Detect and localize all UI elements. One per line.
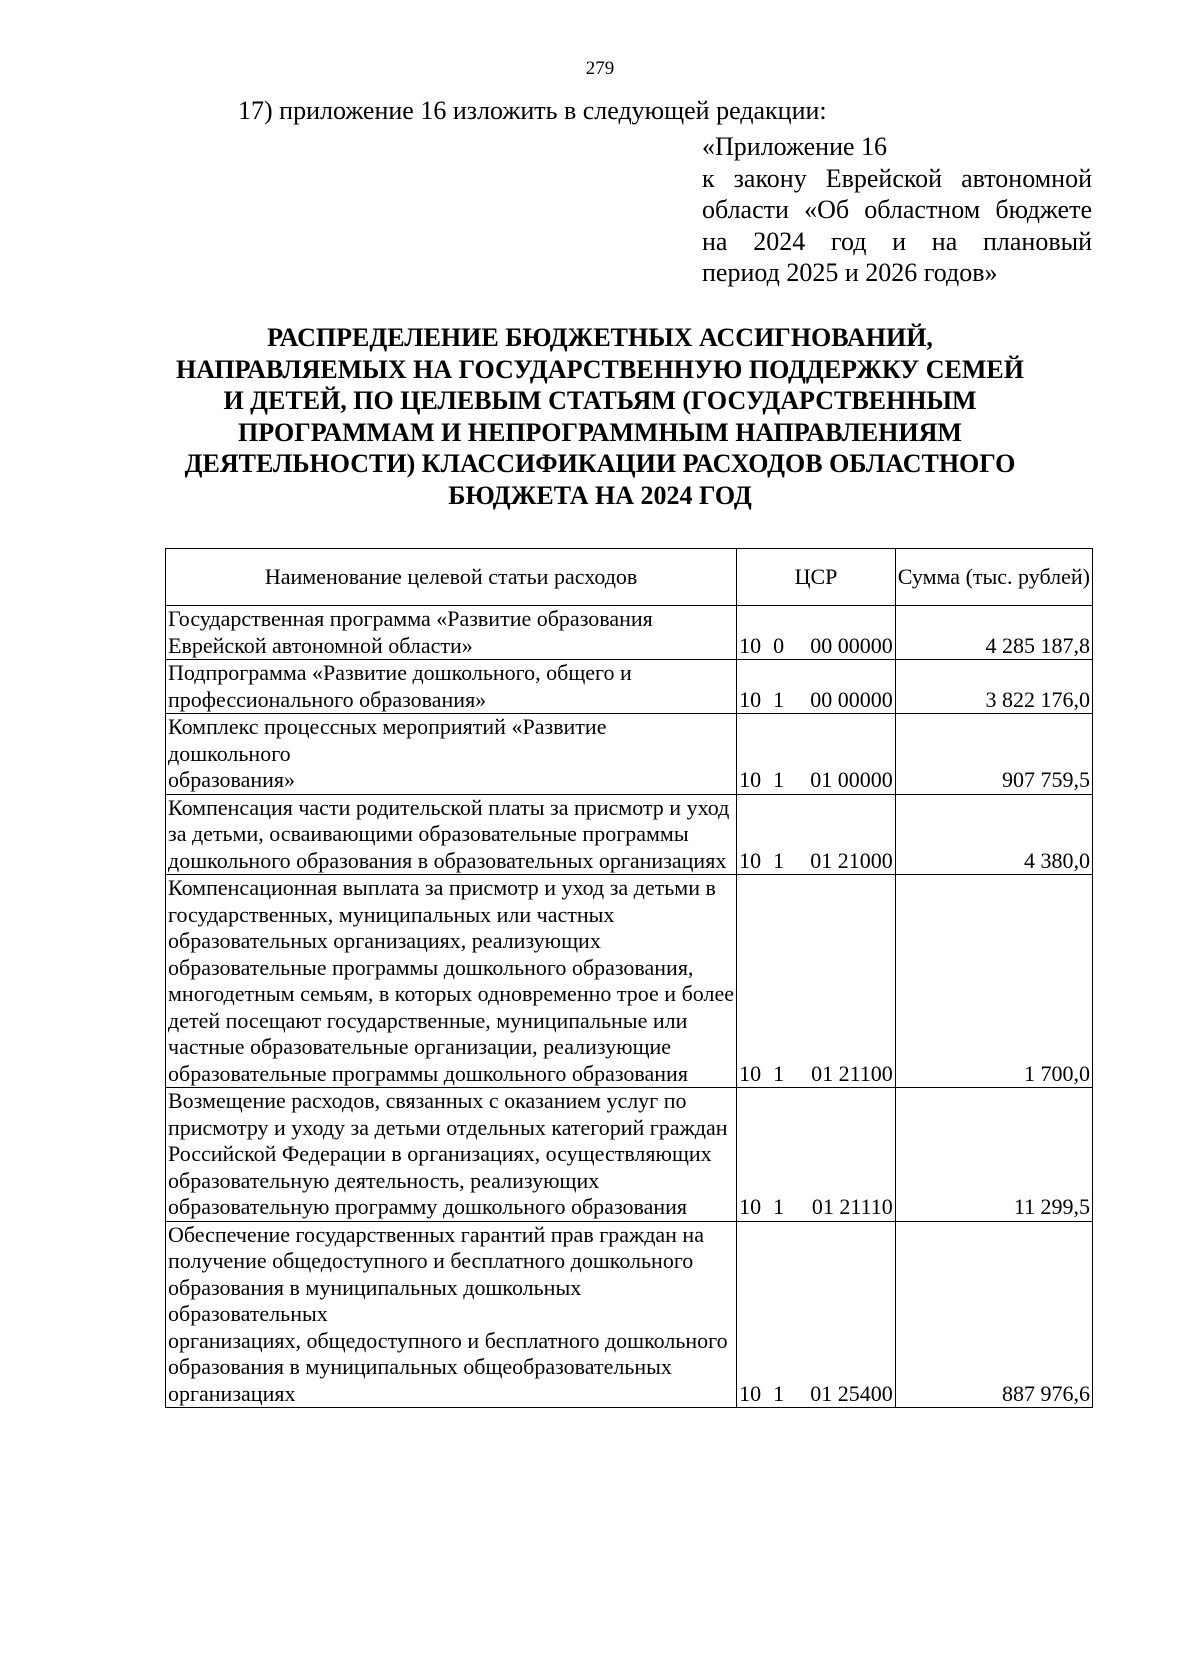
- document-title: [150, 322, 1050, 511]
- row-name-cell: [166, 1088, 737, 1222]
- row-sum-cell: 3 822 176,0: [895, 660, 1092, 714]
- csr-subprogram: 0: [773, 632, 785, 658]
- row-name-line: образовательные программы дошкольного образования: [168, 1060, 688, 1086]
- header-name: Наименование целевой статьи расходов: [166, 549, 737, 606]
- csr-subprogram: 1: [773, 1060, 785, 1086]
- table-row: [166, 660, 1093, 714]
- title-line: НАПРАВЛЯЕМЫХ НА ГОСУДАРСТВЕННУЮ ПОДДЕРЖКУ СЕМЕЙ: [176, 354, 1024, 384]
- csr-code: [739, 687, 893, 714]
- row-name-line: образовательную деятельность, реализующих: [168, 1167, 600, 1193]
- row-csr-cell: [737, 606, 896, 660]
- header-sum: Сумма (тыс. рублей): [895, 549, 1092, 606]
- row-name-line: детей посещают государственные, муниципальные или: [168, 1007, 688, 1033]
- csr-subprogram: 1: [773, 1380, 785, 1406]
- row-csr-cell: [737, 794, 896, 875]
- row-name-line: Подпрограмма «Развитие дошкольного, общего и: [168, 660, 632, 685]
- row-name-line: Возмещение расходов, связанных с оказанием услуг по: [168, 1088, 687, 1113]
- row-csr-cell: [737, 1221, 896, 1408]
- csr-item: 01 21110: [811, 1194, 893, 1219]
- csr-program: 10: [739, 767, 762, 792]
- csr-item: 01 21000: [810, 847, 893, 873]
- row-name-line: профессионального образования»: [168, 686, 487, 712]
- row-name-cell: [166, 606, 737, 660]
- budget-table: [165, 548, 1093, 1408]
- title-line: И ДЕТЕЙ, ПО ЦЕЛЕВЫМ СТАТЬЯМ (ГОСУДАРСТВЕННЫМ: [223, 386, 977, 415]
- row-name-line: присмотру и уходу за детьми отдельных категорий граждан: [168, 1114, 728, 1140]
- table-row: [166, 875, 1093, 1088]
- row-name-cell: [166, 794, 737, 875]
- table-row: [166, 714, 1093, 795]
- row-name-line: Российской Федерации в организациях, осуществляющих: [168, 1141, 712, 1166]
- csr-program: 10: [739, 632, 762, 658]
- row-csr-cell: [737, 714, 896, 795]
- csr-subprogram: 1: [773, 767, 785, 792]
- csr-code: [739, 633, 893, 660]
- csr-program: 10: [739, 1194, 762, 1219]
- csr-program: 10: [739, 847, 762, 873]
- row-name-line: организациях, общедоступного и бесплатного дошкольного: [168, 1327, 728, 1353]
- row-sum-cell: 907 759,5: [895, 714, 1092, 795]
- row-name-line: получение общедоступного и бесплатного дошкольного: [168, 1248, 694, 1273]
- row-name-line: образования в муниципальных дошкольных образовательных: [168, 1274, 582, 1326]
- row-name-line: за детьми, осваивающими образовательные программы: [168, 821, 689, 846]
- row-name-line: Компенсация части родительской платы за присмотр и уход: [168, 794, 730, 820]
- appendix-line: к закону Еврейской автономной: [702, 163, 1092, 193]
- row-name-line: образовательную программу дошкольного образования: [168, 1194, 688, 1219]
- csr-program: 10: [739, 1060, 762, 1086]
- page-number: 279: [585, 58, 615, 79]
- table-row: [166, 1221, 1093, 1408]
- table-body: [166, 606, 1093, 1408]
- row-csr-cell: [737, 660, 896, 714]
- row-name-line: государственных, муниципальных или частных: [168, 901, 615, 927]
- csr-code: [739, 1194, 893, 1221]
- row-name-line: Комплекс процессных мероприятий «Развитие дошкольного: [168, 714, 607, 766]
- row-name-line: образовательные программы дошкольного образования,: [168, 954, 694, 980]
- title-line: БЮДЖЕТА НА 2024 ГОД: [448, 480, 752, 510]
- csr-subprogram: 1: [773, 847, 785, 873]
- row-name-line: Еврейской автономной области»: [168, 632, 473, 658]
- table-header-row: [166, 549, 1093, 606]
- appendix-line: период 2025 и 2026 годов»: [702, 258, 998, 287]
- row-name-line: Компенсационная выплата за присмотр и уход за детьми в: [168, 875, 716, 900]
- row-name-line: организациях: [168, 1380, 296, 1406]
- title-line: ДЕЯТЕЛЬНОСТИ) КЛАССИФИКАЦИИ РАСХОДОВ ОБЛАСТНОГО: [184, 449, 1016, 478]
- row-sum-cell: 1 700,0: [895, 875, 1092, 1088]
- row-name-line: многодетным семьям, в которых одновременно трое и более: [168, 981, 734, 1006]
- csr-item: 00 00000: [810, 632, 893, 658]
- row-name-line: Государственная программа «Развитие образования: [168, 606, 653, 631]
- row-name-line: дошкольного образования в образовательных организациях: [168, 847, 727, 873]
- row-name-cell: [166, 660, 737, 714]
- instruction-text: 17) приложение 16 изложить в следующей редакции:: [238, 96, 827, 125]
- row-name-line: образовательных организациях, реализующих: [168, 928, 601, 953]
- row-name-line: Обеспечение государственных гарантий прав граждан на: [168, 1221, 704, 1247]
- csr-program: 10: [739, 686, 762, 712]
- title-line: ПРОГРАММАМ И НЕПРОГРАММНЫМ НАПРАВЛЕНИЯМ: [238, 417, 962, 447]
- csr-item: 01 21100: [811, 1060, 893, 1086]
- appendix-line: на 2024 год и на плановый: [702, 226, 1092, 256]
- appendix-line: области «Об областном бюджете: [702, 195, 1092, 224]
- csr-code: [739, 1381, 893, 1408]
- csr-program: 10: [739, 1380, 762, 1406]
- row-name-cell: [166, 875, 737, 1088]
- csr-item: 01 00000: [810, 767, 893, 792]
- row-sum-cell: 4 285 187,8: [895, 606, 1092, 660]
- row-sum-cell: 11 299,5: [895, 1088, 1092, 1222]
- row-csr-cell: [737, 1088, 896, 1222]
- row-name-line: образования в муниципальных общеобразовательных: [168, 1354, 672, 1379]
- row-name-line: частные образовательные организации, реализующие: [168, 1034, 672, 1059]
- row-name-cell: [166, 714, 737, 795]
- table-row: [166, 794, 1093, 875]
- csr-item: 00 00000: [810, 686, 893, 712]
- table-row: [166, 606, 1093, 660]
- appendix-line: «Приложение 16: [702, 132, 888, 161]
- csr-subprogram: 1: [773, 1194, 785, 1219]
- row-name-cell: [166, 1221, 737, 1408]
- csr-code: [739, 1061, 893, 1088]
- row-csr-cell: [737, 875, 896, 1088]
- header-csr: ЦСР: [737, 549, 896, 606]
- row-sum-cell: 887 976,6: [895, 1221, 1092, 1408]
- csr-item: 01 25400: [810, 1380, 893, 1406]
- appendix-reference: [702, 131, 1092, 289]
- csr-code: [739, 767, 893, 794]
- title-line: РАСПРЕДЕЛЕНИЕ БЮДЖЕТНЫХ АССИГНОВАНИЙ,: [267, 323, 933, 352]
- row-sum-cell: 4 380,0: [895, 794, 1092, 875]
- csr-subprogram: 1: [773, 686, 785, 712]
- row-name-line: образования»: [168, 767, 296, 792]
- table-row: [166, 1088, 1093, 1222]
- csr-code: [739, 848, 893, 875]
